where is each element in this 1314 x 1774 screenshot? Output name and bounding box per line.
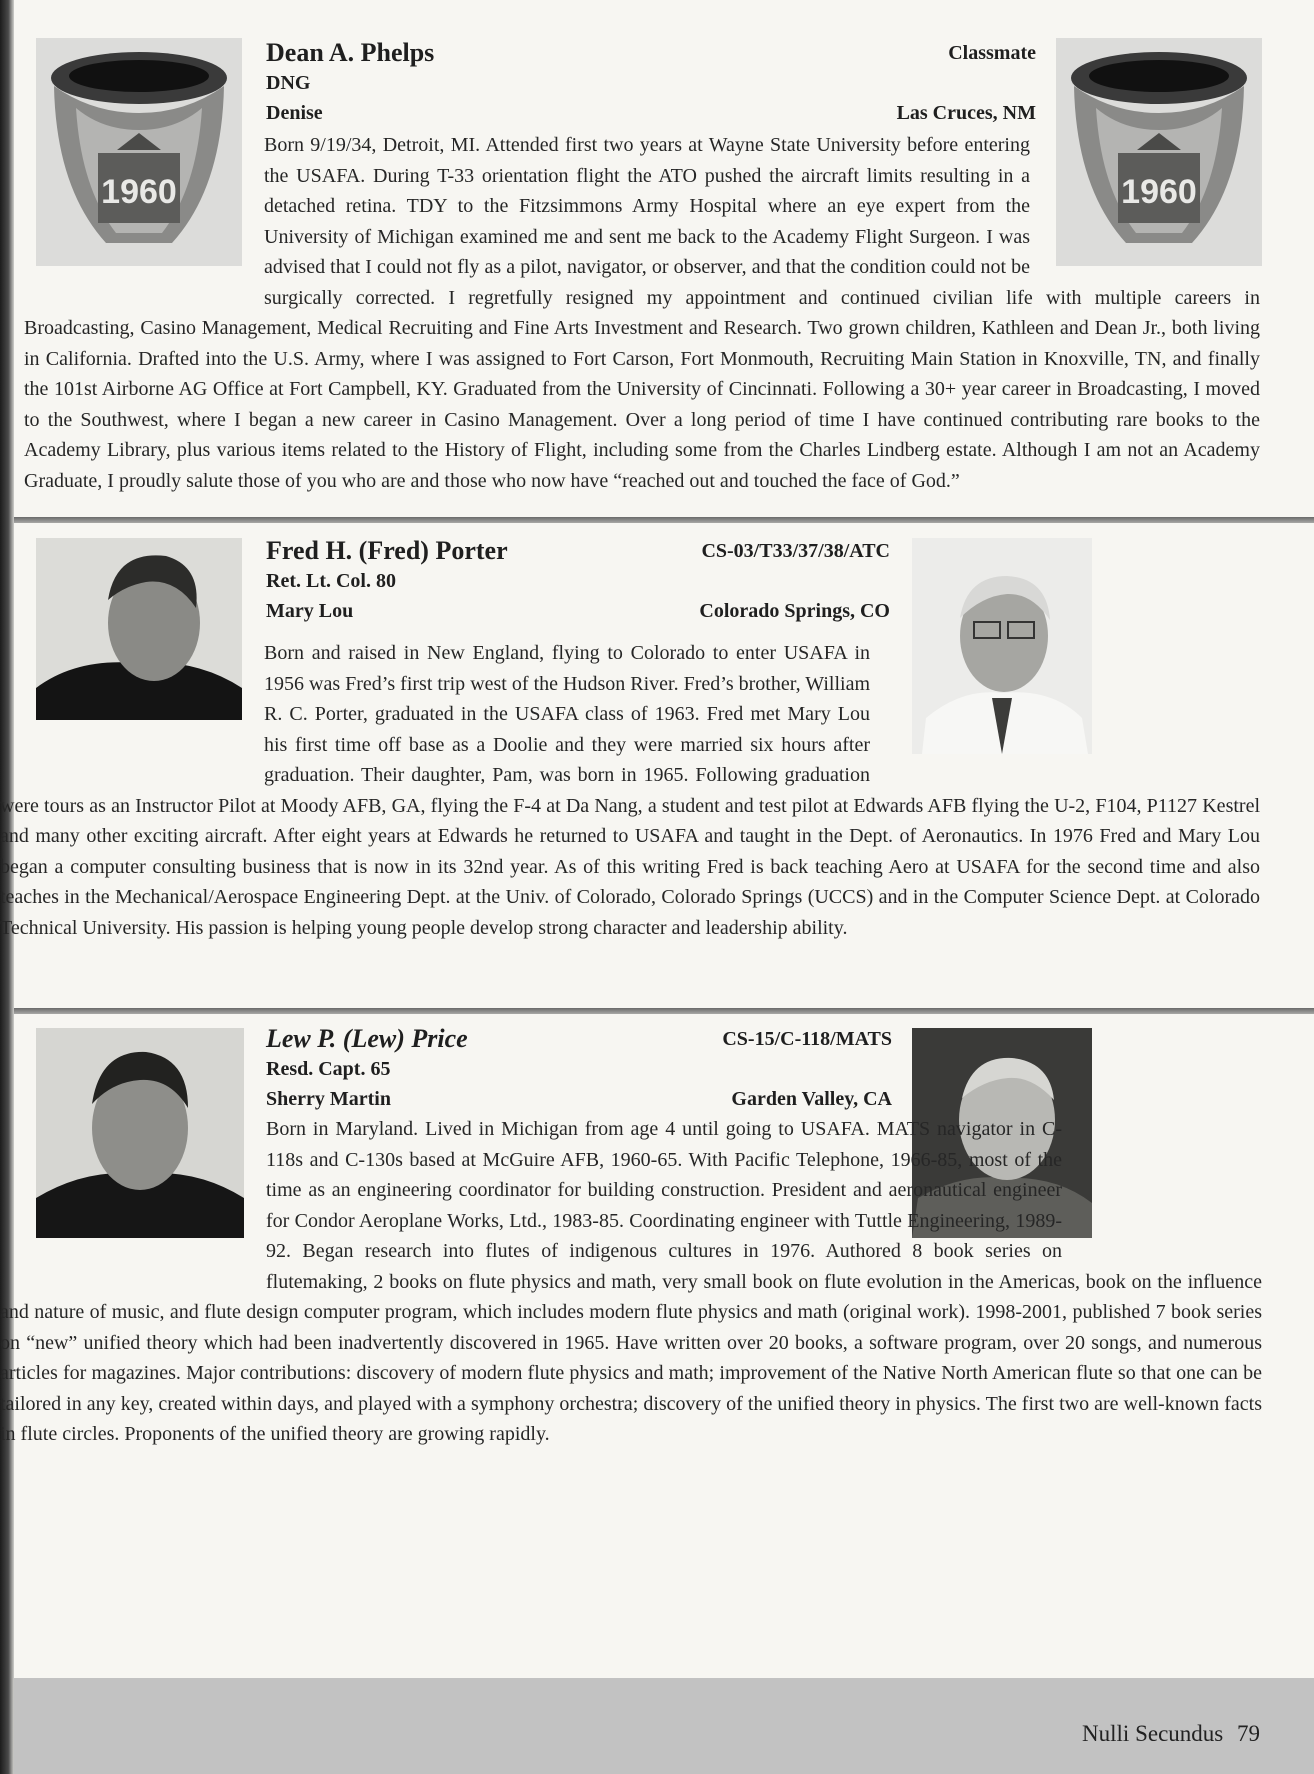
page-number: 79 xyxy=(1237,1721,1260,1746)
footer-label xyxy=(1082,1721,1260,1747)
biography-text: Born in Maryland. Lived in Michigan from age 4 until going to USAFA. MATS navigator in C-118s and C-130s based at McGuire AFB, 1960-65. With Pacific Telephone, 1966-85, most of the time as an engineering coordinator for building construction. President and aeronautical engineer for Condor Aeroplane Works, Ltd., 1983-85. Coordinating engineer with Tuttle Engineering, 1989-92. Began research into flutes of indigenous cultures in 1976. Authored 8 book series on flutemaking, 2 books on flute physics and math, very small book on flute evolution in the Americas, book on the influence and nature of music, and flute design computer program, which includes modern flute physics and math (original work). 1998-2001, published 7 book series on “new” unified theory which had been inadvertently discovered in 1965. Have written over 20 books, a software program, over 20 songs, and numerous articles for magazines. Major contributions: discovery of modern flute physics and math; improvement of the Native North American flute so that one can be tailored in any key, created within days, and played with a symphony orchestra; discovery of the unified theory in physics. The first two are well-known facts in flute circles. Proponents of the unified theory are growing rapidly. xyxy=(0,1118,1262,1445)
spouse-name: Sherry Martin xyxy=(266,1088,391,1110)
entry-header xyxy=(266,536,890,626)
spouse-name: Denise xyxy=(266,102,323,124)
biography-text: Born 9/19/34, Detroit, MI. Attended first two years at Wayne State University before entering the USAFA. During T-33 orientation flight the ATO pushed the aircraft limits resulting in a detached retina. TDY to the Fitzsimmons Army Hospital where an eye expert from the University of Michigan examined me and sent me back to the Academy Flight Surgeon. I was advised that I could not fly as a pilot, navigator, or observer, and that the condition could not be surgically corrected. I regretfully resigned my appointment and continued civilian life with multiple careers in Broadcasting, Casino Management, Medical Recruiting and Fine Arts Investment and Research. Two grown children, Kathleen and Dean Jr., both living in California. Drafted into the U.S. Army, where I was assigned to Fort Carson, Fort Monmouth, Recruiting Main Station in Knoxville, TN, and finally the 101st Airborne AG Office at Fort Campbell, KY. Graduated from the University of Cincinnati. Following a 30+ year career in Broadcasting, I moved to the Southwest, where I began a new career in Casino Management. Over a long period of time I have continued contributing rare books to the Academy Library, plus various items related to the History of Flight, including some from the Charles Lindberg estate. Although I am not an Academy Graduate, I proudly salute those of you who are and those who now have “reached out and touched the face of God.” xyxy=(24,134,1260,492)
person-status: DNG xyxy=(266,72,311,94)
person-location: Garden Valley, CA xyxy=(731,1088,892,1110)
spouse-name: Mary Lou xyxy=(266,600,354,622)
page-footer xyxy=(14,1678,1314,1774)
person-status: Resd. Capt. 65 xyxy=(266,1058,391,1080)
biography-text: Born and raised in New England, flying to Colorado to enter USAFA in 1956 was Fred’s first trip west of the Hudson River. Fred’s brother, William R. C. Porter, graduated in the USAFA class of 1963. Fred met Mary Lou his first time off base as a Doolie and they were married six hours after graduation. Their daughter, Pam, was born in 1965. Following graduation were tours as an Instructor Pilot at Moody AFB, GA, flying the F-4 at Da Nang, a student and test pilot at Edwards AFB flying the U-2, F104, P1127 Kestrel and many other exciting aircraft. After eight years at Edwards he returned to USAFA and taught in the Dept. of Aeronautics. In 1976 Fred and Mary Lou began a computer consulting business that is now in its 32nd year. As of this writing Fred is back teaching Aero at USAFA for the second time and also teaches in the Mechanical/Aerospace Engineering Dept. at the Univ. of Colorado, Colorado Springs (UCCS) and in the Computer Science Dept. at Colorado Technical University. His passion is helping young people develop strong character and leadership ability. xyxy=(0,642,1260,939)
entry-header xyxy=(266,38,1036,128)
publication-title: Nulli Secundus xyxy=(1082,1721,1224,1746)
person-role: CS-03/T33/37/38/ATC xyxy=(701,540,890,562)
svg-text:1960: 1960 xyxy=(101,173,177,211)
section-divider xyxy=(14,1008,1314,1014)
person-name: Lew P. (Lew) Price xyxy=(266,1024,468,1053)
svg-text:1960: 1960 xyxy=(1121,173,1197,211)
person-role: Classmate xyxy=(948,42,1036,64)
section-divider xyxy=(14,517,1314,523)
person-status: Ret. Lt. Col. 80 xyxy=(266,570,396,592)
person-location: Las Cruces, NM xyxy=(896,102,1036,124)
person-name: Dean A. Phelps xyxy=(266,38,435,67)
person-role: CS-15/C-118/MATS xyxy=(722,1028,892,1050)
person-name: Fred H. (Fred) Porter xyxy=(266,536,508,565)
entry-header xyxy=(266,1024,892,1114)
person-location: Colorado Springs, CO xyxy=(699,600,890,622)
